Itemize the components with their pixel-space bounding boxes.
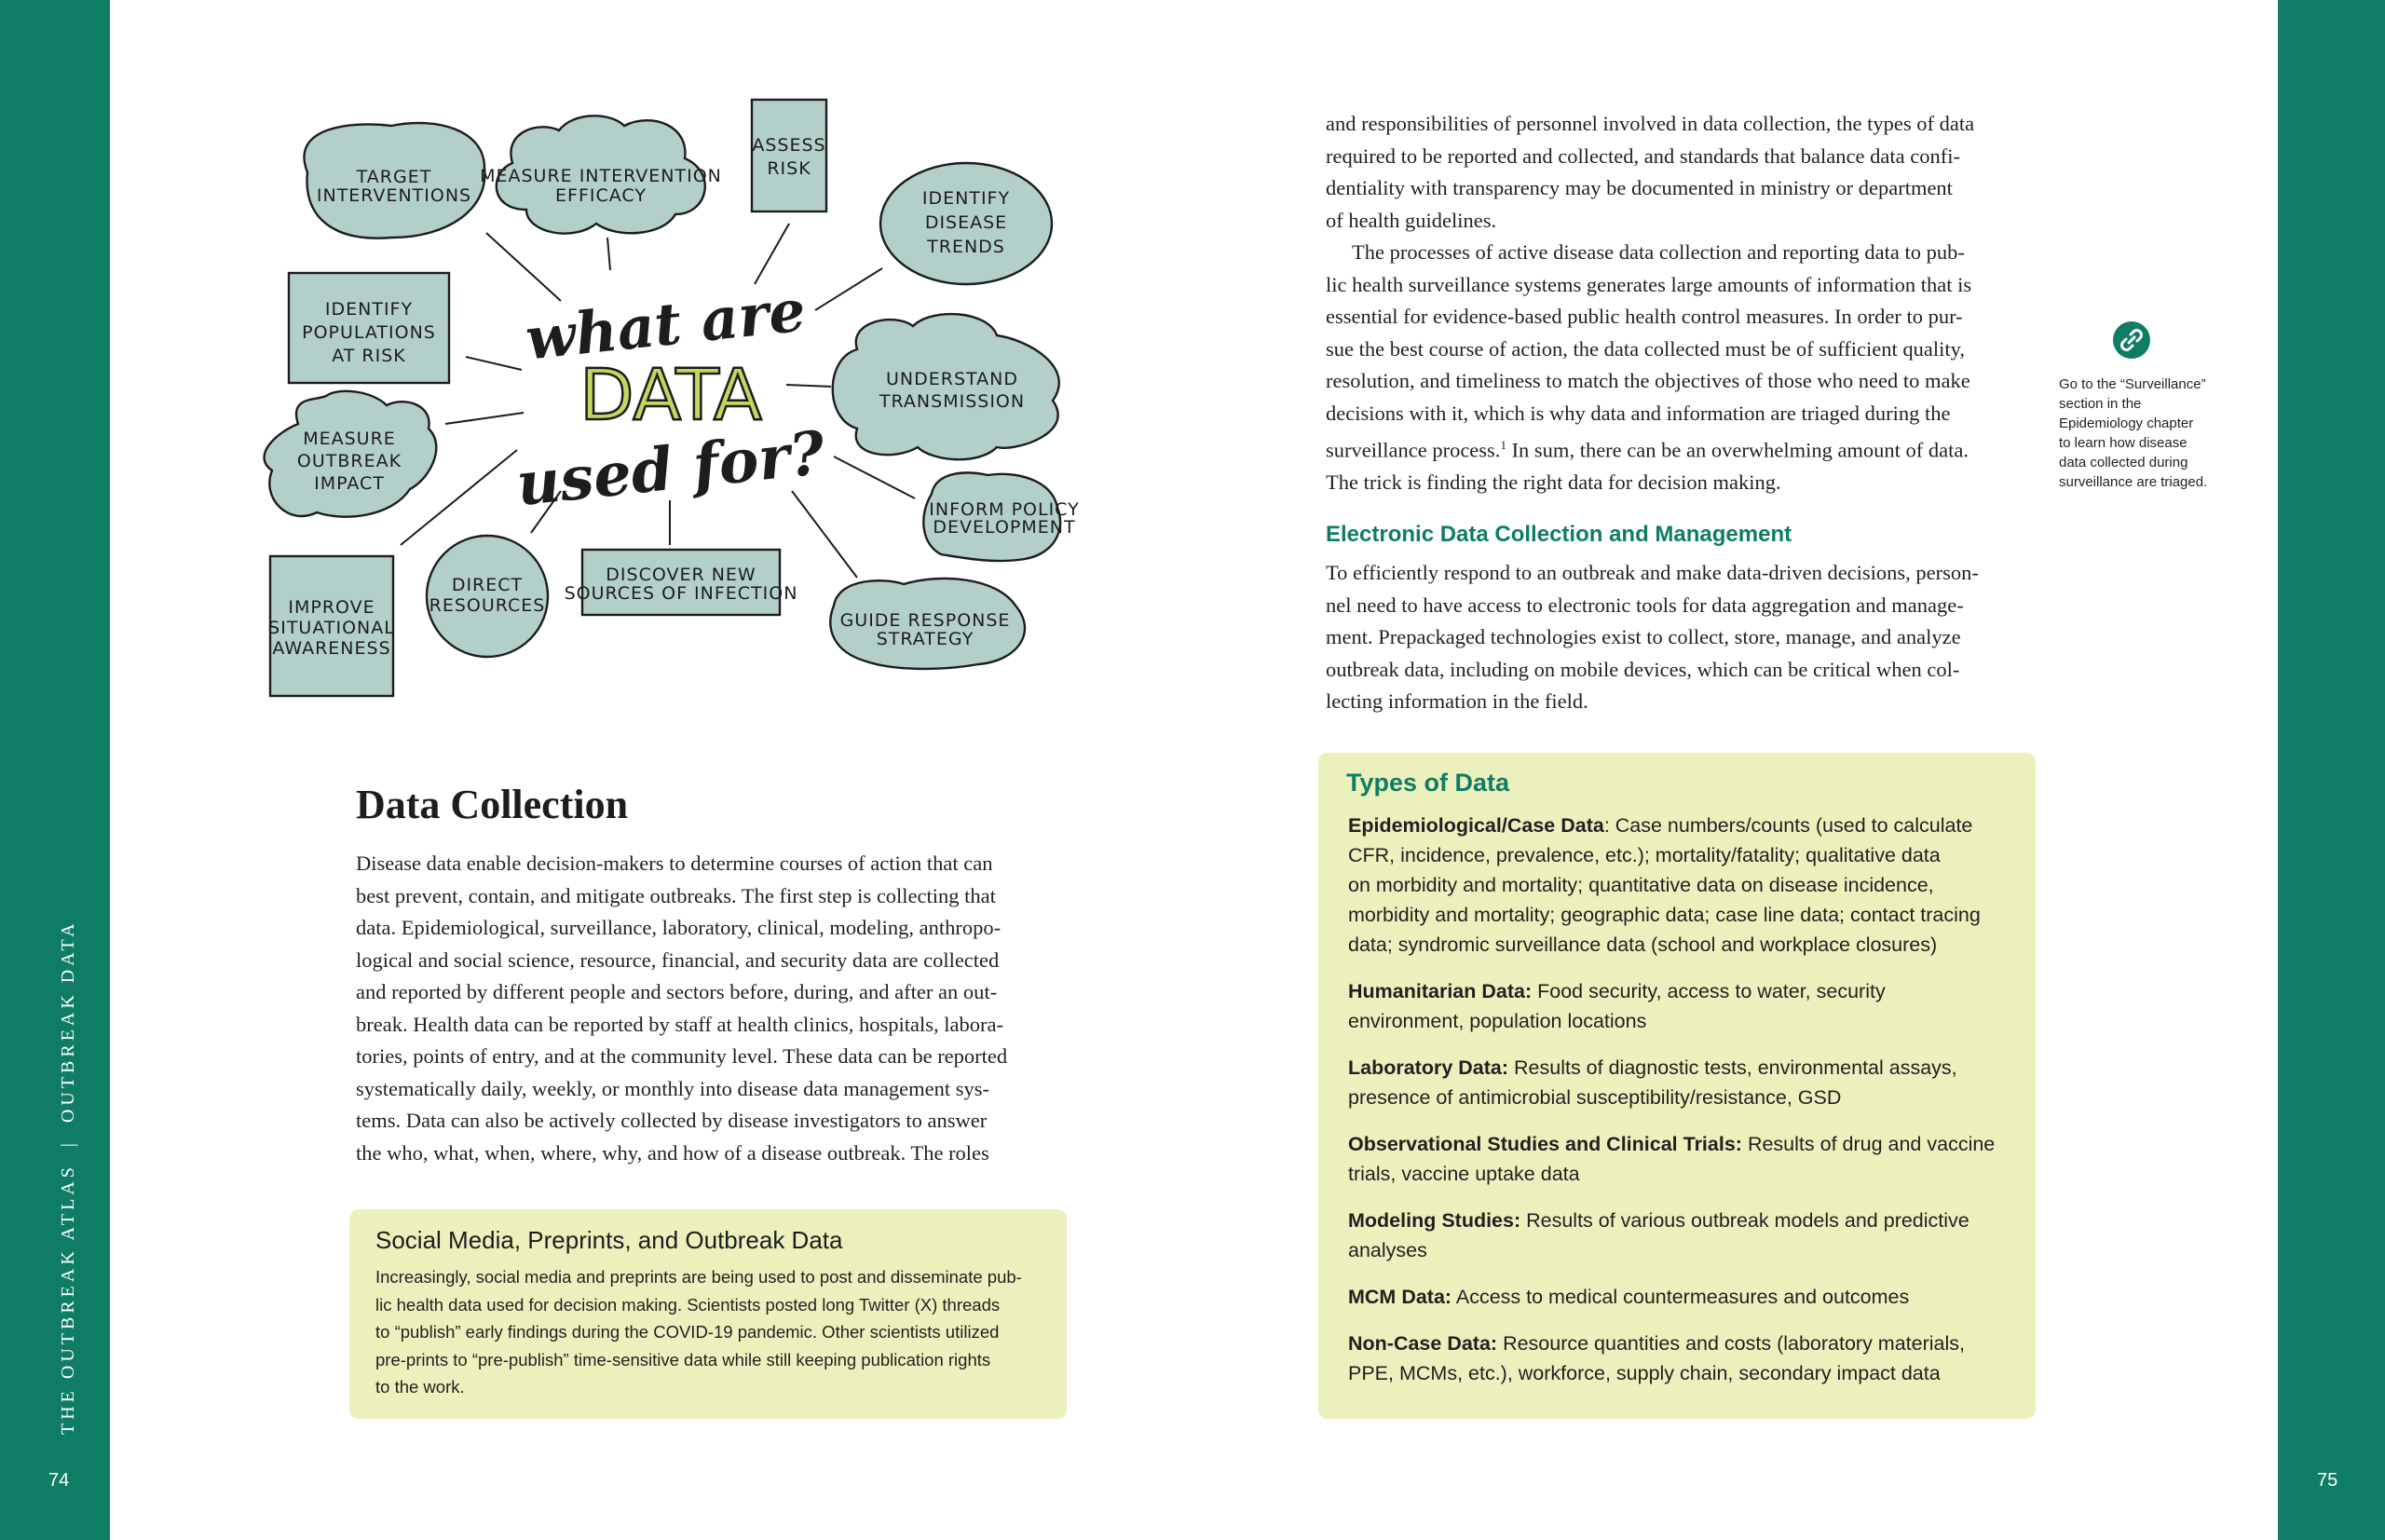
text-line: resolution, and timeliness to match the objectives of those who need to make: [1326, 369, 1970, 392]
types-list: [1348, 811, 2019, 1405]
node-transmission-line1: UNDERSTAND: [886, 369, 1018, 389]
types-callout-title: Types of Data: [1346, 769, 1510, 797]
data-type-item: [1348, 1329, 2019, 1388]
data-type-item: [1348, 1206, 2019, 1265]
text-line: Increasingly, social media and preprints are being used to post and disseminate pub-: [375, 1267, 1022, 1287]
text-line: data. Epidemiological, surveillance, laboratory, clinical, modeling, anthropo-: [356, 916, 1002, 939]
diagram-canvas: [252, 89, 1090, 708]
node-transmission-line2: TRANSMISSION: [879, 391, 1026, 412]
sidenote-line: Epidemiology chapter: [2059, 416, 2194, 431]
node-trends-line1: IDENTIFY: [921, 188, 1011, 209]
text-line: To efficiently respond to an outbreak and make data-driven decisions, person-: [1326, 561, 1979, 584]
node-measure-efficacy: [480, 116, 722, 233]
node-policy-line1: INFORM POLICY: [929, 499, 1080, 520]
diagram-center-question: [513, 276, 828, 520]
node-inform-policy: [923, 472, 1079, 561]
text-line: decisions with it, which is why data and information are triaged during the: [1326, 401, 1951, 425]
right-paragraph-2: [1326, 237, 2034, 499]
right-margin-band: [2278, 0, 2385, 1540]
text-line: and responsibilities of personnel involved in data collection, the types of data: [1326, 112, 1975, 135]
data-collection-paragraph: [356, 848, 1059, 1169]
data-type-label: Epidemiological/Case Data: [1348, 814, 1604, 837]
node-target-line2: INTERVENTIONS: [316, 185, 472, 206]
item-line: morbidity and mortality; geographic data; case line data; contact tracing: [1348, 904, 1981, 926]
data-uses-diagram: [252, 89, 1090, 708]
section-heading-electronic-data: Electronic Data Collection and Management: [1326, 522, 1792, 547]
item-line: environment, population locations: [1348, 1010, 1647, 1032]
item-line: Non-Case Data: Resource quantities and costs (laboratory materials,: [1348, 1332, 1965, 1355]
node-understand-transmission: [833, 314, 1059, 459]
node-trends-line3: TRENDS: [927, 237, 1005, 257]
text-line: lic health surveillance systems generates large amounts of information that is: [1326, 272, 1972, 296]
text-line: of health guidelines.: [1326, 208, 1497, 232]
node-target-interventions: [304, 123, 484, 238]
node-disease-trends: [922, 188, 1010, 257]
electronic-data-paragraph: [1326, 557, 2034, 718]
node-impact-line3: IMPACT: [314, 473, 385, 494]
item-line: Laboratory Data: Results of diagnostic tests, environmental assays,: [1348, 1056, 1957, 1079]
node-policy-line2: DEVELOPMENT: [933, 517, 1076, 538]
text-line: to “publish” early findings during the COVID-19 pandemic. Other scientists utilized: [375, 1322, 1000, 1342]
text-line: lecting information in the field.: [1326, 689, 1588, 713]
sidenote-line: surveillance are triaged.: [2059, 474, 2208, 490]
social-callout-text: [375, 1263, 1046, 1401]
node-sources-line1: DISCOVER NEW: [606, 565, 756, 585]
item-line: Modeling Studies: Results of various outbreak models and predictive: [1348, 1209, 1969, 1232]
text-line: systematically daily, weekly, or monthly into disease data management sys-: [356, 1076, 990, 1100]
text-line: [1326, 429, 2034, 467]
text-line: and reported by different people and sectors before, during, and after an out-: [356, 980, 998, 1003]
data-type-item: [1348, 976, 2019, 1036]
node-sources-line2: SOURCES OF INFECTION: [564, 583, 798, 604]
sidenote-line: Go to the “Surveillance”: [2059, 376, 2206, 392]
text-fragment: surveillance process.: [1326, 438, 1501, 462]
text-line: required to be reported and collected, and standards that balance data confi-: [1326, 143, 1960, 168]
surveillance-sidenote: [2059, 375, 2227, 492]
data-type-label: Laboratory Data:: [1348, 1056, 1509, 1079]
text-line: tories, points of entry, and at the community level. These data can be reported: [356, 1044, 1008, 1068]
text-line: lic health data used for decision making. Scientists posted long Twitter (X) threads: [375, 1294, 1001, 1315]
right-paragraph-1: [1326, 108, 2034, 237]
text-line: best prevent, contain, and mitigate outbreaks. The first step is collecting that: [356, 883, 996, 907]
data-type-label: MCM Data:: [1348, 1286, 1452, 1308]
data-type-item: [1348, 1282, 2019, 1312]
data-type-label: Modeling Studies:: [1348, 1209, 1521, 1232]
spine-separator: |: [58, 1139, 78, 1148]
item-line: presence of antimicrobial susceptibility/resistance, GSD: [1348, 1086, 1842, 1109]
node-response-line2: STRATEGY: [876, 629, 974, 649]
center-data-word: DATA: [579, 353, 762, 436]
node-situational-line3: AWARENESS: [272, 638, 391, 659]
footnote-marker[interactable]: 1: [1500, 438, 1506, 452]
text-line: essential for evidence-based public health control measures. In order to pur-: [1326, 305, 1963, 328]
node-discover-sources: [565, 550, 798, 615]
node-populations-line3: AT RISK: [332, 346, 406, 366]
link-icon[interactable]: [2113, 321, 2150, 359]
node-risk-line2: RISK: [767, 158, 811, 179]
node-efficacy-line2: EFFICACY: [555, 185, 647, 206]
spine-title: [58, 920, 79, 1435]
data-type-item: [1348, 1129, 2019, 1189]
item-line: data; syndromic surveillance data (school and workplace closures): [1348, 934, 1938, 956]
node-target-line1: TARGET: [356, 167, 432, 187]
node-impact-line1: MEASURE: [303, 429, 396, 449]
text-line: sue the best course of action, the data collected must be of sufficient quality,: [1326, 336, 1966, 361]
item-line: MCM Data: Access to medical countermeasures and outcomes: [1348, 1286, 1910, 1308]
text-line: The processes of active disease data collection and reporting data to pub-: [1352, 240, 1965, 264]
text-line: nel need to have access to electronic tools for data aggregation and manage-: [1326, 593, 1964, 617]
item-line: Observational Studies and Clinical Trials: Results of drug and vaccine: [1348, 1133, 1996, 1155]
node-resources-line1: DIRECT: [451, 575, 524, 595]
spine-chapter-title: OUTBREAK DATA: [58, 920, 78, 1124]
social-media-callout: [349, 1209, 1067, 1419]
item-line: on morbidity and mortality; quantitative data on disease incidence,: [1348, 874, 1934, 896]
node-risk-line1: ASSESS: [752, 135, 826, 156]
node-trends-line2: DISEASE: [924, 212, 1008, 233]
text-line: logical and social science, resource, financial, and security data are collected: [356, 947, 1000, 972]
node-assess-risk: [752, 100, 826, 211]
node-impact-line2: OUTBREAK: [296, 451, 402, 471]
center-used-for: used for?: [512, 417, 828, 521]
node-efficacy-line1: MEASURE INTERVENTION: [480, 166, 722, 186]
item-line: Epidemiological/Case Data: Case numbers/counts (used to calculate: [1348, 814, 1973, 837]
item-line: Humanitarian Data: Food security, access to water, security: [1348, 980, 1886, 1002]
sidenote-line: data collected during: [2059, 455, 2188, 470]
node-situational-awareness: [268, 556, 395, 696]
center-what-are: what are: [522, 276, 809, 374]
text-line: to the work.: [375, 1377, 465, 1397]
right-column-text: [1326, 108, 2034, 499]
data-type-label: Observational Studies and Clinical Trials:: [1348, 1133, 1742, 1155]
social-callout-title: Social Media, Preprints, and Outbreak Data: [375, 1226, 843, 1254]
data-type-item: [1348, 811, 2019, 960]
text-line: dentiality with transparency may be documented in ministry or department: [1326, 176, 1953, 199]
page-number-right: 75: [2317, 1470, 2338, 1491]
text-line: The trick is finding the right data for decision making.: [1326, 470, 1781, 494]
types-of-data-callout: [1318, 753, 2036, 1419]
text-line: tems. Data can also be actively collected by disease investigators to answer: [356, 1109, 988, 1132]
text-fragment: In sum, there can be an overwhelming amount of data.: [1506, 438, 1969, 462]
section-heading-data-collection: Data Collection: [356, 782, 629, 827]
data-type-label: Humanitarian Data:: [1348, 980, 1533, 1002]
item-line: PPE, MCMs, etc.), workforce, supply chain, secondary impact data: [1348, 1362, 1941, 1384]
text-line: outbreak data, including on mobile devices, which can be critical when col-: [1326, 657, 1960, 681]
sidenote-line: to learn how disease: [2059, 435, 2187, 451]
node-populations-at-risk: [289, 273, 449, 383]
page-number-left: 74: [48, 1470, 70, 1491]
node-response-line1: GUIDE RESPONSE: [839, 610, 1011, 631]
node-populations-line1: IDENTIFY: [324, 299, 414, 320]
text-line: break. Health data can be reported by staff at health clinics, hospitals, labora-: [356, 1012, 1003, 1036]
node-populations-line2: POPULATIONS: [302, 322, 436, 343]
text-line: pre-prints to “pre-publish” time-sensitive data while still keeping publication rights: [375, 1349, 991, 1370]
node-situational-line2: SITUATIONAL: [268, 618, 395, 638]
sidenote-line: section in the: [2059, 396, 2142, 412]
node-guide-response: [830, 579, 1025, 669]
text-line: Disease data enable decision-makers to determine courses of action that can: [356, 852, 993, 875]
text-line: the who, what, when, where, why, and how of a disease outbreak. The roles: [356, 1140, 989, 1165]
node-resources-line2: RESOURCES: [429, 595, 546, 616]
data-type-item: [1348, 1053, 2019, 1112]
data-type-label: Non-Case Data:: [1348, 1332, 1498, 1355]
item-line: CFR, incidence, prevalence, etc.); mortality/fatality; qualitative data: [1348, 844, 1941, 866]
left-margin-band: [0, 0, 110, 1540]
item-line: analyses: [1348, 1239, 1427, 1261]
item-line: trials, vaccine uptake data: [1348, 1163, 1580, 1185]
node-situational-line1: IMPROVE: [288, 597, 375, 618]
text-line: ment. Prepackaged technologies exist to collect, store, manage, and analyze: [1326, 625, 1961, 648]
node-outbreak-impact: [265, 391, 437, 517]
spine-book-title: THE OUTBREAK ATLAS: [58, 1164, 78, 1435]
